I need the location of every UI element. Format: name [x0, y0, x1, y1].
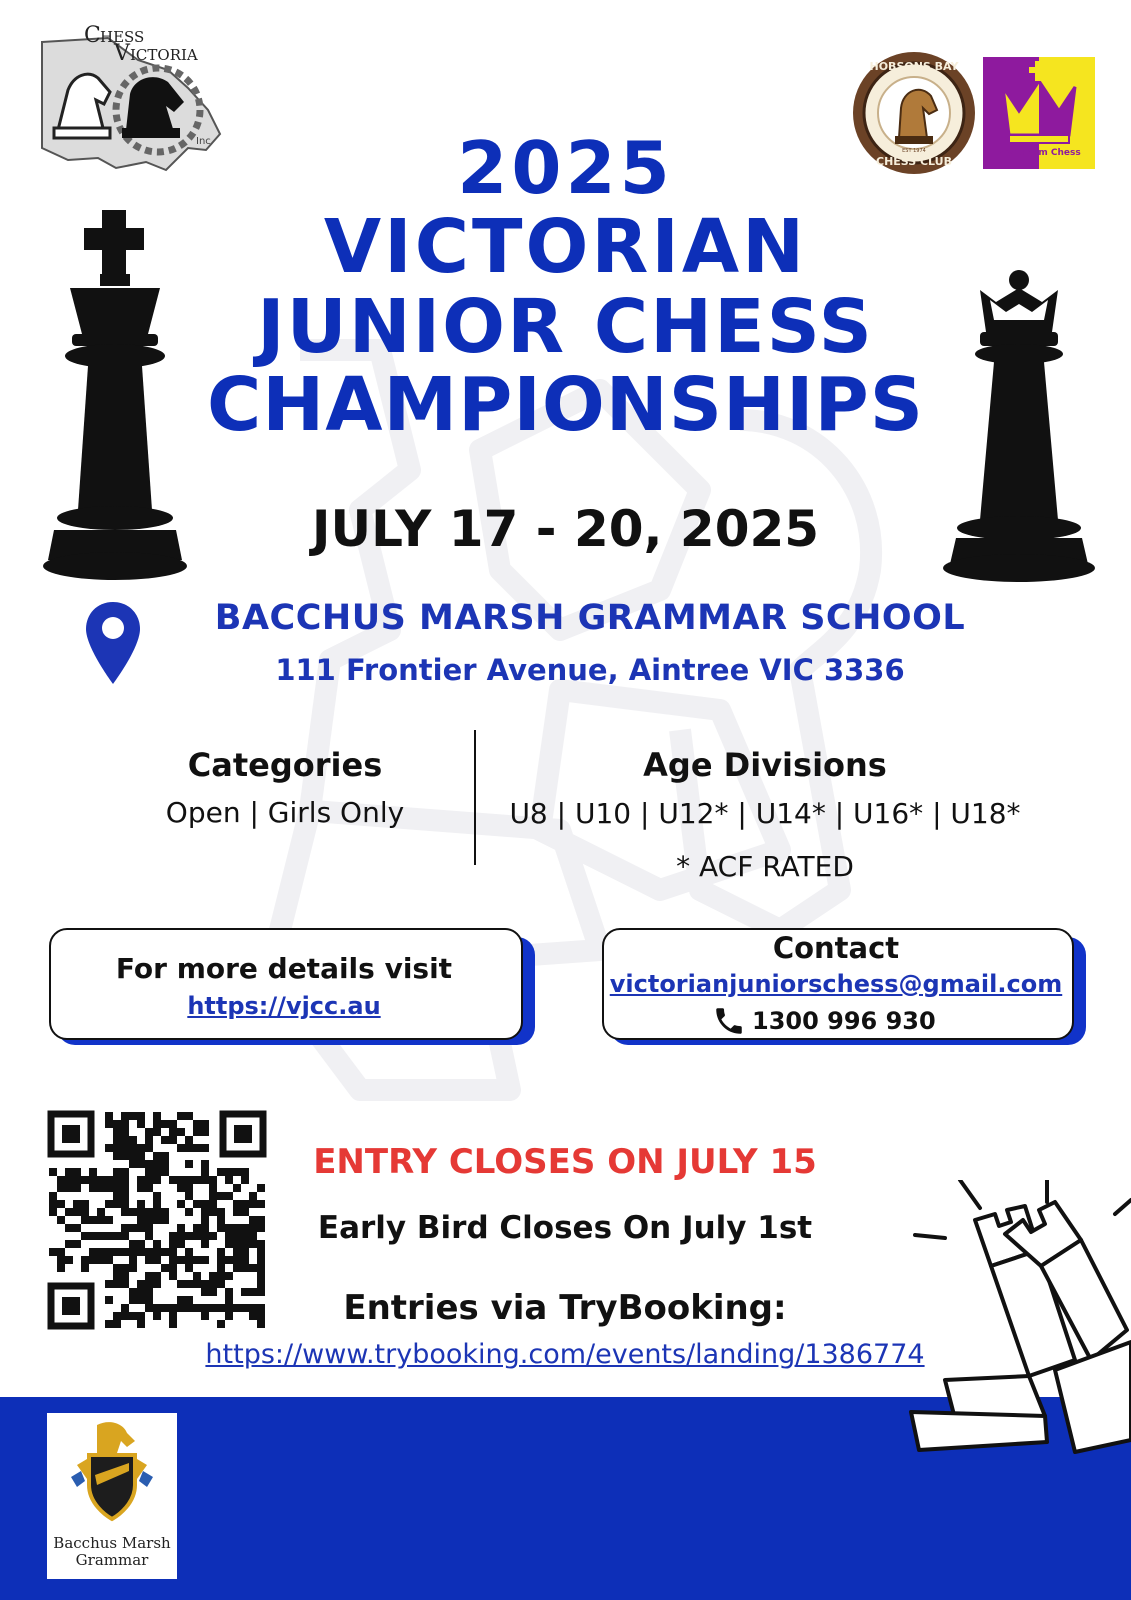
- clashing-rooks-icon: [905, 1180, 1131, 1480]
- vjcc-website-link[interactable]: https://vjcc.au: [187, 992, 381, 1020]
- entry-closes-notice: ENTRY CLOSES ON JULY 15: [313, 1142, 817, 1182]
- categories-heading: Categories: [187, 746, 383, 784]
- venue-address: 111 Frontier Avenue, Aintree VIC 3336: [275, 653, 905, 687]
- svg-text:ICTORIA: ICTORIA: [130, 46, 198, 64]
- svg-text:EST 1974: EST 1974: [902, 148, 926, 154]
- details-label: For more details visit: [115, 952, 453, 985]
- entries-via-trybooking: Entries via TryBooking:: [343, 1288, 787, 1328]
- contact-phone: 1300 996 930: [752, 1007, 936, 1035]
- phone-icon: [712, 1004, 746, 1038]
- age-divisions-text: U8 | U10 | U12* | U14* | U16* | U18*: [509, 797, 1021, 830]
- title-line-championships: CHAMPIONSHIPS: [206, 362, 925, 448]
- event-dates: JULY 17 - 20, 2025: [311, 500, 820, 558]
- svg-text:V: V: [114, 41, 130, 66]
- school-crest-icon: [57, 1419, 167, 1531]
- title-year: 2025: [457, 126, 674, 210]
- svg-text:C: C: [84, 23, 101, 48]
- age-divisions-heading: Age Divisions: [643, 746, 887, 784]
- contact-email-link[interactable]: victorianjuniorschess@gmail.com: [609, 970, 1063, 998]
- categories-text: Open | Girls Only: [165, 796, 405, 829]
- title-line-victorian: VICTORIAN: [323, 204, 808, 290]
- title-line-junior-chess: JUNIOR CHESS: [257, 284, 874, 370]
- svg-text:Inc: Inc: [196, 136, 211, 147]
- bacchus-marsh-grammar-name: Bacchus Marsh Grammar: [53, 1534, 171, 1569]
- svg-text:CHESS CLUB: CHESS CLUB: [876, 155, 952, 168]
- trybooking-link[interactable]: https://www.trybooking.com/events/landing/1386774: [205, 1339, 925, 1370]
- contact-heading: Contact: [772, 931, 900, 965]
- svg-text:Wyndham Chess: Wyndham Chess: [997, 148, 1081, 158]
- venue-name: BACCHUS MARSH GRAMMAR SCHOOL: [214, 598, 966, 638]
- early-bird-notice: Early Bird Closes On July 1st: [317, 1210, 813, 1246]
- column-divider: [474, 730, 476, 865]
- svg-text:HOBSONS BAY: HOBSONS BAY: [869, 60, 959, 73]
- qr-code[interactable]: [47, 1110, 267, 1330]
- svg-text:HESS: HESS: [100, 28, 145, 46]
- acf-rated-note: * ACF RATED: [676, 850, 854, 883]
- map-pin-icon: [84, 600, 142, 686]
